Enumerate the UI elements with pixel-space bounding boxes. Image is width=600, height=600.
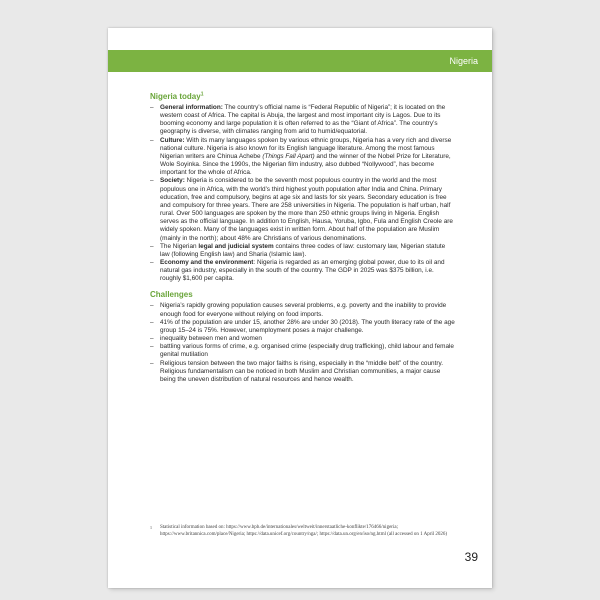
section-heading-nigeria-today bbox=[150, 92, 456, 102]
dash-marker: – bbox=[150, 104, 154, 111]
chapter-title: Nigeria bbox=[449, 56, 478, 66]
item-lead: legal and judicial system bbox=[198, 242, 274, 250]
list-item bbox=[150, 360, 456, 384]
item-pre-text: The Nigerian bbox=[160, 242, 199, 250]
item-text: Nigeria is considered to be the seventh most populous country in the world and the most populous one in Africa, with the world’s third highest youth population after India and China. Primary education, free and compulsory, begins at age six and lasts for six years. Secondary education is free and compulsory for three years. There are 258 universities in Nigeria. The population is half urban, half rural. Over 500 languages are spoken by the more than 250 ethnic groups living in Nigeria. English serves as the official language. In addition to English, Hausa, Yoruba, Igbo, Fula and English Creole are widely spoken. Many of the languages exist in written form. About half of the population are Muslim (mainly in the north); about 48% are Christians of various denominations. bbox=[160, 177, 453, 242]
dash-marker: – bbox=[150, 335, 154, 343]
list-item bbox=[150, 319, 456, 335]
section-heading-challenges: Challenges bbox=[150, 290, 193, 300]
list-item bbox=[150, 177, 456, 242]
page-number: 39 bbox=[464, 550, 478, 564]
item-lead: Economy and the environment bbox=[160, 258, 254, 266]
dash-marker: – bbox=[150, 136, 154, 144]
item-text: Nigeria’s rapidly growing population causes several problems, e.g. poverty and the inability to provide enough food for everyone without relying on food imports. bbox=[160, 302, 447, 318]
item-text: : Nigeria is regarded as an emerging global power, due to its oil and natural gas industry, especially in the south of the country. The GDP in 2025 was $375 billion, i.e. roughly $1,600 per capita. bbox=[160, 258, 445, 283]
challenges-list bbox=[150, 302, 456, 384]
dash-marker: – bbox=[150, 359, 154, 367]
chapter-banner bbox=[108, 50, 492, 72]
item-text-continued: and the winner of the Nobel Prize for Literature, Wole Soyinka. Since the 1990s, the Nigerian film industry, also dubbed “Nollywood”, has become important for the whole of Africa. bbox=[160, 152, 451, 177]
dash-marker: – bbox=[150, 318, 154, 326]
list-item bbox=[150, 302, 456, 318]
list-item bbox=[150, 259, 456, 283]
item-text: 41% of the population are under 15, another 28% are under 30 (2018). The youth literacy rate of the age group 15–24 is 75%. However, unemployment poses a major challenge. bbox=[160, 318, 455, 334]
item-text: Religious tension between the two major faiths is rising, especially in the “middle belt” of the country. Religious fundamentalism can be noticed in both Muslim and Christian communities, a major cause being the uneven distribution of natural resources and hence wealth. bbox=[160, 359, 443, 383]
footnote-text: Statistical information based on: https://www.bpb.de/internationales/weltweit/innerstaatliche-konflikte/176466/nigeria; https://www.britannica.com/place/Nigeria; https://data.unicef.org/country/nga/; https://data.un.org/en/iso/ng.html (all accessed on 1 April 2026) bbox=[160, 525, 448, 537]
item-lead: General information: bbox=[160, 104, 223, 111]
nigeria-today-list bbox=[150, 104, 456, 283]
list-item bbox=[150, 243, 456, 259]
dash-marker: – bbox=[150, 242, 154, 250]
dash-marker: – bbox=[150, 258, 154, 266]
item-text: The country’s official name is “Federal Republic of Nigeria”; it is located on the western coast of Africa. The capital is Abuja, the largest and most important city is Lagos. Due to its booming economy and large population it is often referred to as the “Giant of Africa”. The country’s geography is diverse, with climates ranging from arid to humid/equatorial. bbox=[160, 104, 446, 136]
item-text: inequality between men and women bbox=[160, 335, 262, 343]
page-content bbox=[150, 92, 456, 384]
dash-marker: – bbox=[150, 177, 154, 185]
document-page bbox=[108, 28, 492, 588]
footnote-reference: 1 bbox=[200, 91, 204, 98]
book-title: (Things Fall Apart) bbox=[262, 152, 315, 160]
item-text: battling various forms of crime, e.g. organised crime (especially drug trafficking), child labour and female genital mutilation bbox=[160, 343, 454, 359]
footnote-mark: 1 bbox=[150, 525, 152, 530]
list-item bbox=[150, 343, 456, 359]
item-text: With its many languages spoken by various ethnic groups, Nigeria has a very rich and diverse national culture. Nigeria is also known for its English language literature. Among the most famous Nigerian writers are Chinua Achebe bbox=[160, 136, 452, 160]
footnote bbox=[150, 525, 456, 538]
list-item bbox=[150, 137, 456, 178]
item-text: contains three codes of law: customary law, Nigerian statute law (following English law) and Sharia (Islamic law). bbox=[160, 242, 446, 258]
item-lead: Culture: bbox=[160, 136, 185, 144]
dash-marker: – bbox=[150, 302, 154, 310]
heading-text: Nigeria today bbox=[150, 92, 201, 101]
dash-marker: – bbox=[150, 343, 154, 351]
list-item bbox=[150, 104, 456, 137]
list-item bbox=[150, 335, 456, 343]
item-lead: Society: bbox=[160, 177, 185, 185]
